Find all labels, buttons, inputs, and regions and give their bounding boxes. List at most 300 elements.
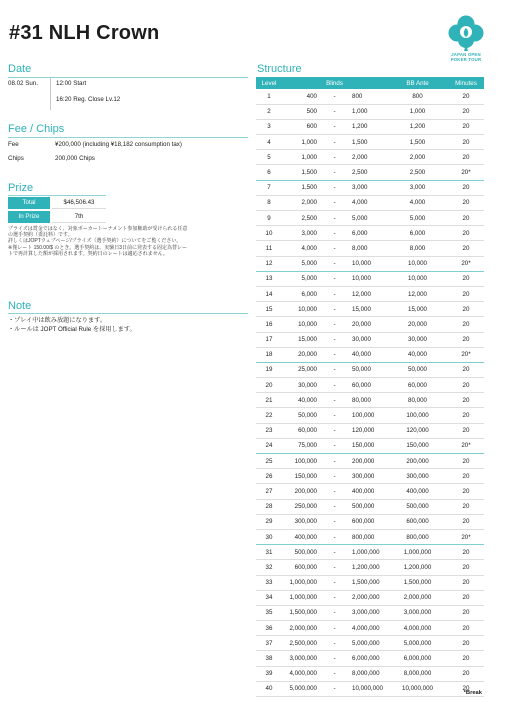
level-cell: 29 [256, 514, 282, 529]
table-row [256, 378, 484, 393]
jopt-logo [440, 14, 492, 70]
minutes-cell: 20 [448, 89, 484, 104]
fee-heading: Fee / Chips [8, 123, 65, 135]
minutes-cell: 20 [448, 484, 484, 499]
level-cell: 15 [256, 302, 282, 317]
prize-heading: Prize [8, 182, 34, 194]
prize-note-line: ※僅レート 150.00/$ のとき。選手契約は、実験日3日前に発表する固定為替レー [8, 245, 188, 251]
reg-close-time: 16:20 Reg. Close Lv.12 [56, 96, 121, 103]
minutes-cell: 20 [448, 666, 484, 681]
small-blind-cell: 2,000 [282, 195, 317, 210]
blind-separator: - [317, 636, 352, 651]
blind-separator: - [317, 605, 352, 620]
note-heading: Note [8, 300, 32, 312]
level-cell: 20 [256, 378, 282, 393]
blind-separator: - [317, 119, 352, 134]
big-blind-cell: 800 [352, 89, 387, 104]
bb-ante-cell: 8,000,000 [387, 666, 448, 681]
blind-separator: - [317, 651, 352, 666]
level-cell: 18 [256, 347, 282, 362]
table-row [256, 150, 484, 165]
level-cell: 11 [256, 241, 282, 256]
bb-ante-cell: 80,000 [387, 393, 448, 408]
big-blind-cell: 8,000,000 [352, 666, 387, 681]
bb-ante-cell: 5,000 [387, 211, 448, 226]
blind-separator: - [317, 666, 352, 681]
bb-ante-cell: 6,000 [387, 226, 448, 241]
level-cell: 4 [256, 135, 282, 150]
big-blind-cell: 40,000 [352, 347, 387, 362]
blind-separator: - [317, 514, 352, 529]
big-blind-cell: 15,000 [352, 302, 387, 317]
table-header-row [256, 77, 484, 89]
small-blind-cell: 500 [282, 104, 317, 119]
level-cell: 28 [256, 499, 282, 514]
blind-separator: - [317, 499, 352, 514]
blind-separator: - [317, 454, 352, 469]
table-row [256, 560, 484, 575]
minutes-cell: 20 [448, 636, 484, 651]
prize-note-line: の選手契約（委託料）です。 [8, 232, 73, 238]
table-row [256, 408, 484, 423]
minutes-cell: 20 [448, 104, 484, 119]
big-blind-cell: 100,000 [352, 408, 387, 423]
minutes-cell: 20* [448, 165, 484, 180]
structure-body [256, 89, 484, 697]
level-cell: 34 [256, 590, 282, 605]
big-blind-cell: 1,200 [352, 119, 387, 134]
level-cell: 16 [256, 317, 282, 332]
level-cell: 31 [256, 545, 282, 560]
date-separator [50, 78, 51, 110]
blind-separator: - [317, 317, 352, 332]
minutes-cell: 20 [448, 271, 484, 286]
big-blind-cell: 3,000,000 [352, 605, 387, 620]
bb-ante-cell: 5,000,000 [387, 636, 448, 651]
blind-separator: - [317, 438, 352, 453]
blind-separator: - [317, 104, 352, 119]
minutes-cell: 20 [448, 605, 484, 620]
big-blind-cell: 6,000,000 [352, 651, 387, 666]
minutes-cell: 20 [448, 150, 484, 165]
structure-heading: Structure [257, 63, 302, 75]
small-blind-cell: 4,000 [282, 241, 317, 256]
small-blind-cell: 5,000 [282, 271, 317, 286]
table-row [256, 545, 484, 560]
blind-separator: - [317, 195, 352, 210]
big-blind-cell: 6,000 [352, 226, 387, 241]
blind-separator: - [317, 165, 352, 180]
start-time: 12:00 Start [56, 80, 87, 87]
minutes-cell: 20 [448, 119, 484, 134]
big-blind-cell: 4,000 [352, 195, 387, 210]
logo-line-1: JAPAN OPEN [451, 52, 481, 57]
minutes-cell: 20 [448, 302, 484, 317]
minutes-cell: 20 [448, 378, 484, 393]
small-blind-cell: 15,000 [282, 332, 317, 347]
big-blind-cell: 150,000 [352, 438, 387, 453]
table-row [256, 104, 484, 119]
big-blind-cell: 2,500 [352, 165, 387, 180]
level-cell: 23 [256, 423, 282, 438]
page-title: #31 NLH Crown [9, 22, 160, 44]
big-blind-cell: 10,000 [352, 271, 387, 286]
minutes-cell: 20 [448, 454, 484, 469]
prize-total-value: $46,506.43 [52, 197, 106, 209]
bb-ante-cell: 20,000 [387, 317, 448, 332]
level-cell: 8 [256, 195, 282, 210]
level-cell: 9 [256, 211, 282, 226]
big-blind-cell: 500,000 [352, 499, 387, 514]
minutes-cell: 20 [448, 590, 484, 605]
level-cell: 39 [256, 666, 282, 681]
table-row [256, 302, 484, 317]
table-row [256, 605, 484, 620]
bb-ante-cell: 4,000,000 [387, 621, 448, 636]
small-blind-cell: 25,000 [282, 362, 317, 377]
level-cell: 3 [256, 119, 282, 134]
small-blind-cell: 250,000 [282, 499, 317, 514]
level-cell: 6 [256, 165, 282, 180]
big-blind-cell: 10,000 [352, 256, 387, 271]
table-row [256, 119, 484, 134]
blind-structure-table [256, 77, 484, 697]
big-blind-cell: 5,000 [352, 211, 387, 226]
note-line: ・ルールは JOPT Official Rule を採用します。 [8, 326, 136, 333]
bb-ante-cell: 10,000,000 [387, 681, 448, 696]
small-blind-cell: 500,000 [282, 545, 317, 560]
small-blind-cell: 1,000 [282, 135, 317, 150]
level-cell: 17 [256, 332, 282, 347]
level-cell: 1 [256, 89, 282, 104]
table-row [256, 499, 484, 514]
table-row [256, 271, 484, 286]
bb-ante-cell: 1,200 [387, 119, 448, 134]
bb-ante-cell: 300,000 [387, 469, 448, 484]
minutes-cell: 20 [448, 560, 484, 575]
prize-total-label: Total [8, 197, 50, 209]
big-blind-cell: 800,000 [352, 529, 387, 544]
blind-separator: - [317, 135, 352, 150]
small-blind-cell: 40,000 [282, 393, 317, 408]
small-blind-cell: 100,000 [282, 454, 317, 469]
bb-ante-cell: 8,000 [387, 241, 448, 256]
bb-ante-cell: 1,500 [387, 135, 448, 150]
clover-logo-icon [448, 14, 484, 52]
minutes-cell: 20 [448, 180, 484, 195]
logo-line-2: POKER TOUR [450, 57, 482, 62]
blind-separator: - [317, 347, 352, 362]
level-cell: 33 [256, 575, 282, 590]
bb-ante-cell: 3,000,000 [387, 605, 448, 620]
table-row [256, 256, 484, 271]
bb-ante-cell: 4,000 [387, 195, 448, 210]
small-blind-cell: 50,000 [282, 408, 317, 423]
note-divider [8, 313, 248, 314]
bb-ante-cell: 50,000 [387, 362, 448, 377]
chips-label: Chips [8, 155, 24, 162]
small-blind-cell: 400 [282, 89, 317, 104]
blind-separator: - [317, 286, 352, 301]
level-cell: 12 [256, 256, 282, 271]
table-row [256, 211, 484, 226]
table-row [256, 636, 484, 651]
minutes-cell: 20* [448, 529, 484, 544]
blind-separator: - [317, 362, 352, 377]
table-row [256, 332, 484, 347]
big-blind-cell: 1,000 [352, 104, 387, 119]
blind-separator: - [317, 590, 352, 605]
col-blinds-header: Blinds [282, 77, 387, 89]
blind-separator: - [317, 529, 352, 544]
blind-separator: - [317, 332, 352, 347]
bb-ante-cell: 1,200,000 [387, 560, 448, 575]
table-row [256, 666, 484, 681]
big-blind-cell: 30,000 [352, 332, 387, 347]
fee-label: Fee [8, 141, 19, 148]
table-row [256, 621, 484, 636]
blind-separator: - [317, 484, 352, 499]
col-level-header: Level [256, 77, 282, 89]
minutes-cell: 20 [448, 575, 484, 590]
small-blind-cell: 150,000 [282, 469, 317, 484]
minutes-cell: 20 [448, 226, 484, 241]
small-blind-cell: 2,000,000 [282, 621, 317, 636]
level-cell: 40 [256, 681, 282, 696]
table-row [256, 393, 484, 408]
level-cell: 27 [256, 484, 282, 499]
level-cell: 2 [256, 104, 282, 119]
minutes-cell: 20 [448, 621, 484, 636]
minutes-cell: 20 [448, 135, 484, 150]
big-blind-cell: 3,000 [352, 180, 387, 195]
prize-note-line: 詳しくはJOPTウェブページ/プライズ（選手契約）についてをご覧ください。 [8, 238, 182, 244]
big-blind-cell: 50,000 [352, 362, 387, 377]
table-row [256, 89, 484, 104]
level-cell: 37 [256, 636, 282, 651]
blind-separator: - [317, 271, 352, 286]
big-blind-cell: 20,000 [352, 317, 387, 332]
small-blind-cell: 3,000 [282, 226, 317, 241]
big-blind-cell: 60,000 [352, 378, 387, 393]
blind-separator: - [317, 681, 352, 696]
small-blind-cell: 75,000 [282, 438, 317, 453]
small-blind-cell: 1,000 [282, 150, 317, 165]
table-row [256, 317, 484, 332]
minutes-cell: 20 [448, 241, 484, 256]
big-blind-cell: 80,000 [352, 393, 387, 408]
blind-separator: - [317, 150, 352, 165]
minutes-cell: 20* [448, 347, 484, 362]
small-blind-cell: 30,000 [282, 378, 317, 393]
table-row [256, 135, 484, 150]
level-cell: 30 [256, 529, 282, 544]
bb-ante-cell: 1,500,000 [387, 575, 448, 590]
minutes-cell: 20 [448, 408, 484, 423]
table-row [256, 575, 484, 590]
bb-ante-cell: 150,000 [387, 438, 448, 453]
level-cell: 22 [256, 408, 282, 423]
minutes-cell: 20 [448, 362, 484, 377]
small-blind-cell: 4,000,000 [282, 666, 317, 681]
col-bb-ante-header: BB Ante [387, 77, 448, 89]
date-divider [8, 77, 248, 78]
small-blind-cell: 60,000 [282, 423, 317, 438]
small-blind-cell: 1,000,000 [282, 590, 317, 605]
big-blind-cell: 120,000 [352, 423, 387, 438]
blind-separator: - [317, 89, 352, 104]
table-row [256, 454, 484, 469]
minutes-cell: 20 [448, 286, 484, 301]
bb-ante-cell: 15,000 [387, 302, 448, 317]
minutes-cell: 20 [448, 332, 484, 347]
level-cell: 10 [256, 226, 282, 241]
level-cell: 32 [256, 560, 282, 575]
big-blind-cell: 1,500 [352, 135, 387, 150]
blind-separator: - [317, 560, 352, 575]
small-blind-cell: 10,000 [282, 302, 317, 317]
blind-separator: - [317, 226, 352, 241]
fee-divider [8, 137, 248, 138]
big-blind-cell: 2,000,000 [352, 590, 387, 605]
bb-ante-cell: 800,000 [387, 529, 448, 544]
big-blind-cell: 600,000 [352, 514, 387, 529]
big-blind-cell: 10,000,000 [352, 681, 387, 696]
small-blind-cell: 20,000 [282, 347, 317, 362]
break-note: *Break [463, 690, 482, 696]
minutes-cell: 20 [448, 651, 484, 666]
event-day: 08.02 Sun. [8, 80, 38, 87]
blind-separator: - [317, 378, 352, 393]
minutes-cell: 20 [448, 195, 484, 210]
bb-ante-cell: 2,000 [387, 150, 448, 165]
small-blind-cell: 400,000 [282, 529, 317, 544]
big-blind-cell: 1,200,000 [352, 560, 387, 575]
big-blind-cell: 400,000 [352, 484, 387, 499]
bb-ante-cell: 400,000 [387, 484, 448, 499]
big-blind-cell: 1,500,000 [352, 575, 387, 590]
bb-ante-cell: 200,000 [387, 454, 448, 469]
level-cell: 13 [256, 271, 282, 286]
small-blind-cell: 6,000 [282, 286, 317, 301]
minutes-cell: 20 [448, 514, 484, 529]
blind-separator: - [317, 408, 352, 423]
col-minutes-header: Minutes [448, 77, 484, 89]
big-blind-cell: 2,000 [352, 150, 387, 165]
minutes-cell: 20 [448, 317, 484, 332]
table-row [256, 362, 484, 377]
small-blind-cell: 1,000,000 [282, 575, 317, 590]
bb-ante-cell: 40,000 [387, 347, 448, 362]
minutes-cell: 20 [448, 499, 484, 514]
blind-separator: - [317, 393, 352, 408]
bb-ante-cell: 60,000 [387, 378, 448, 393]
big-blind-cell: 8,000 [352, 241, 387, 256]
table-row [256, 514, 484, 529]
level-cell: 14 [256, 286, 282, 301]
bb-ante-cell: 12,000 [387, 286, 448, 301]
blind-separator: - [317, 575, 352, 590]
level-cell: 35 [256, 605, 282, 620]
table-row [256, 651, 484, 666]
small-blind-cell: 5,000,000 [282, 681, 317, 696]
big-blind-cell: 1,000,000 [352, 545, 387, 560]
table-row [256, 226, 484, 241]
table-row [256, 438, 484, 453]
date-heading: Date [8, 63, 32, 75]
big-blind-cell: 4,000,000 [352, 621, 387, 636]
bb-ante-cell: 1,000 [387, 104, 448, 119]
small-blind-cell: 200,000 [282, 484, 317, 499]
blind-separator: - [317, 211, 352, 226]
bb-ante-cell: 30,000 [387, 332, 448, 347]
blind-separator: - [317, 469, 352, 484]
minutes-cell: 20 [448, 423, 484, 438]
blind-separator: - [317, 302, 352, 317]
bb-ante-cell: 100,000 [387, 408, 448, 423]
fee-value: ¥200,000 (including ¥18,182 consumption tax) [55, 141, 182, 148]
prize-divider [8, 195, 106, 196]
minutes-cell: 20* [448, 256, 484, 271]
blind-separator: - [317, 241, 352, 256]
table-row [256, 195, 484, 210]
small-blind-cell: 2,500 [282, 211, 317, 226]
table-row [256, 529, 484, 544]
level-cell: 5 [256, 150, 282, 165]
table-row [256, 469, 484, 484]
chips-value: 200,000 Chips [55, 155, 95, 162]
bb-ante-cell: 500,000 [387, 499, 448, 514]
level-cell: 7 [256, 180, 282, 195]
small-blind-cell: 5,000 [282, 256, 317, 271]
small-blind-cell: 300,000 [282, 514, 317, 529]
small-blind-cell: 2,500,000 [282, 636, 317, 651]
bb-ante-cell: 10,000 [387, 256, 448, 271]
big-blind-cell: 200,000 [352, 454, 387, 469]
big-blind-cell: 5,000,000 [352, 636, 387, 651]
level-cell: 24 [256, 438, 282, 453]
bb-ante-cell: 10,000 [387, 271, 448, 286]
bb-ante-cell: 2,000,000 [387, 590, 448, 605]
small-blind-cell: 600,000 [282, 560, 317, 575]
big-blind-cell: 12,000 [352, 286, 387, 301]
minutes-cell: 20 [448, 681, 484, 696]
bb-ante-cell: 6,000,000 [387, 651, 448, 666]
prize-in-prize-value: 7th [52, 211, 106, 223]
bb-ante-cell: 800 [387, 89, 448, 104]
bb-ante-cell: 2,500 [387, 165, 448, 180]
table-row [256, 423, 484, 438]
table-row [256, 347, 484, 362]
level-cell: 21 [256, 393, 282, 408]
minutes-cell: 20* [448, 438, 484, 453]
minutes-cell: 20 [448, 393, 484, 408]
prize-in-prize-label: In Prize [8, 211, 50, 223]
table-row [256, 590, 484, 605]
small-blind-cell: 10,000 [282, 317, 317, 332]
level-cell: 26 [256, 469, 282, 484]
bb-ante-cell: 1,000,000 [387, 545, 448, 560]
prize-note-line: プライズは賞金ではなく、対象ポーカートーナメント参加権助が受けられる任意 [8, 226, 188, 232]
level-cell: 36 [256, 621, 282, 636]
blind-separator: - [317, 621, 352, 636]
minutes-cell: 20 [448, 211, 484, 226]
table-row [256, 241, 484, 256]
table-row [256, 681, 484, 696]
small-blind-cell: 1,500 [282, 165, 317, 180]
level-cell: 19 [256, 362, 282, 377]
blind-separator: - [317, 545, 352, 560]
